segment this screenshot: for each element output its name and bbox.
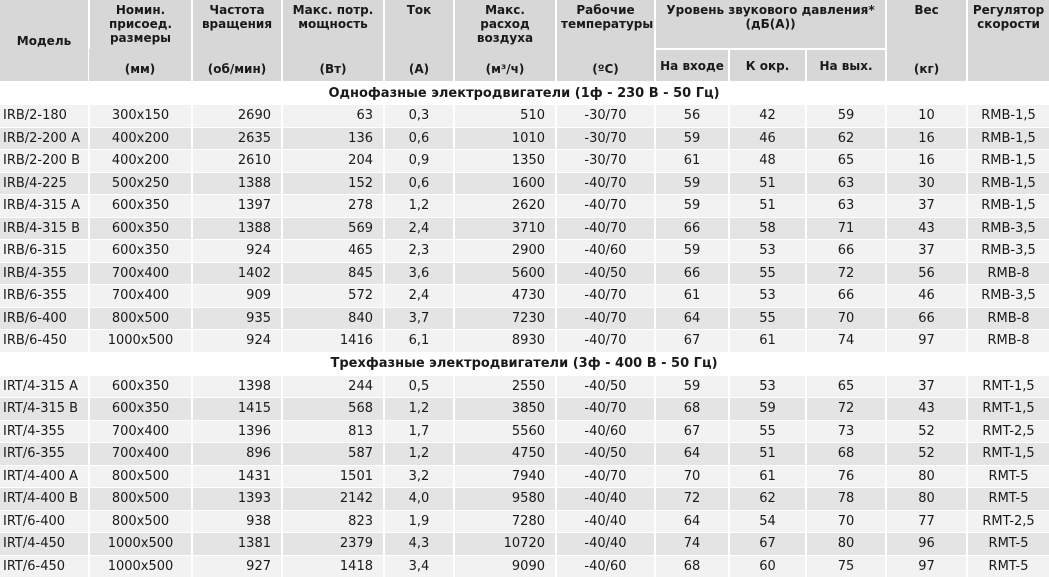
cell-sound-env: 48 [729, 150, 806, 173]
cell-size: 500x250 [89, 172, 192, 195]
cell-regulator: RMB-8 [967, 330, 1049, 353]
cell-power: 278 [282, 195, 384, 218]
cell-sound-out: 63 [806, 195, 886, 218]
cell-weight: 52 [886, 420, 967, 443]
cell-weight: 46 [886, 285, 967, 308]
cell-temp: -30/70 [556, 105, 655, 128]
cell-sound-in: 66 [655, 217, 729, 240]
table-row [0, 465, 1049, 488]
cell-sound-in: 66 [655, 262, 729, 285]
cell-model: IRB/2-200 A [0, 127, 89, 150]
cell-sound-env: 58 [729, 217, 806, 240]
table-body [0, 82, 1049, 577]
cell-sound-in: 59 [655, 172, 729, 195]
col-speed-unit: (об/мин) [192, 49, 282, 82]
cell-model: IRT/4-315 B [0, 398, 89, 421]
cell-power: 572 [282, 285, 384, 308]
table-row [0, 488, 1049, 511]
cell-temp: -40/70 [556, 195, 655, 218]
col-size-unit: (мм) [89, 49, 192, 82]
cell-size: 400x200 [89, 127, 192, 150]
cell-sound-env: 61 [729, 465, 806, 488]
cell-power: 840 [282, 307, 384, 330]
cell-size: 300x150 [89, 105, 192, 128]
cell-sound-in: 72 [655, 488, 729, 511]
cell-temp: -40/60 [556, 555, 655, 577]
cell-model: IRT/6-450 [0, 555, 89, 577]
cell-model: IRT/4-315 A [0, 375, 89, 398]
cell-current: 2,3 [384, 240, 454, 263]
cell-airflow: 3710 [454, 217, 556, 240]
cell-sound-env: 55 [729, 307, 806, 330]
col-sound-header: Уровень звукового давления* (дБ(А)) [655, 0, 886, 49]
cell-airflow: 10720 [454, 533, 556, 556]
cell-model: IRT/4-400 B [0, 488, 89, 511]
cell-sound-env: 67 [729, 533, 806, 556]
cell-sound-env: 61 [729, 330, 806, 353]
cell-weight: 30 [886, 172, 967, 195]
cell-size: 600x350 [89, 217, 192, 240]
cell-power: 244 [282, 375, 384, 398]
cell-model: IRB/4-355 [0, 262, 89, 285]
cell-speed: 1402 [192, 262, 282, 285]
cell-power: 152 [282, 172, 384, 195]
cell-sound-out: 71 [806, 217, 886, 240]
table-row [0, 533, 1049, 556]
cell-speed: 1396 [192, 420, 282, 443]
cell-size: 600x350 [89, 398, 192, 421]
cell-airflow: 9580 [454, 488, 556, 511]
cell-sound-out: 78 [806, 488, 886, 511]
cell-size: 1000x500 [89, 330, 192, 353]
cell-power: 823 [282, 510, 384, 533]
cell-model: IRB/2-180 [0, 105, 89, 128]
cell-power: 1416 [282, 330, 384, 353]
cell-regulator: RMT-2,5 [967, 510, 1049, 533]
table-row [0, 105, 1049, 128]
cell-sound-env: 51 [729, 195, 806, 218]
cell-temp: -40/70 [556, 285, 655, 308]
cell-weight: 96 [886, 533, 967, 556]
cell-current: 3,7 [384, 307, 454, 330]
cell-model: IRT/4-400 A [0, 465, 89, 488]
table-row [0, 443, 1049, 466]
cell-weight: 37 [886, 375, 967, 398]
cell-power: 204 [282, 150, 384, 173]
col-regulator-header: Регулятор скорости [967, 0, 1049, 82]
cell-temp: -40/70 [556, 172, 655, 195]
cell-speed: 1415 [192, 398, 282, 421]
cell-regulator: RMT-1,5 [967, 443, 1049, 466]
cell-current: 1,2 [384, 443, 454, 466]
cell-model: IRB/4-315 A [0, 195, 89, 218]
cell-airflow: 3850 [454, 398, 556, 421]
cell-sound-out: 74 [806, 330, 886, 353]
col-sound-out-header: На вых. [806, 49, 886, 82]
cell-current: 1,2 [384, 195, 454, 218]
section-header-row [0, 352, 1049, 375]
cell-power: 1418 [282, 555, 384, 577]
cell-sound-out: 65 [806, 150, 886, 173]
table-row [0, 285, 1049, 308]
cell-speed: 924 [192, 240, 282, 263]
cell-power: 587 [282, 443, 384, 466]
cell-airflow: 7280 [454, 510, 556, 533]
cell-speed: 1388 [192, 172, 282, 195]
cell-speed: 1397 [192, 195, 282, 218]
cell-sound-out: 72 [806, 262, 886, 285]
col-power-header: Макс. потр. мощность [282, 0, 384, 49]
cell-speed: 2610 [192, 150, 282, 173]
cell-sound-in: 61 [655, 285, 729, 308]
cell-model: IRB/4-225 [0, 172, 89, 195]
cell-size: 700x400 [89, 262, 192, 285]
cell-temp: -40/40 [556, 510, 655, 533]
cell-airflow: 7230 [454, 307, 556, 330]
col-size-header: Номин. присоед. размеры [89, 0, 192, 49]
cell-current: 0,9 [384, 150, 454, 173]
cell-airflow: 1010 [454, 127, 556, 150]
cell-speed: 935 [192, 307, 282, 330]
cell-current: 0,5 [384, 375, 454, 398]
cell-airflow: 8930 [454, 330, 556, 353]
col-model-header: Модель [0, 0, 89, 82]
cell-temp: -40/70 [556, 307, 655, 330]
table-row [0, 262, 1049, 285]
cell-weight: 77 [886, 510, 967, 533]
cell-regulator: RMT-1,5 [967, 398, 1049, 421]
cell-airflow: 2550 [454, 375, 556, 398]
cell-weight: 16 [886, 150, 967, 173]
cell-weight: 43 [886, 217, 967, 240]
cell-airflow: 5560 [454, 420, 556, 443]
cell-current: 6,1 [384, 330, 454, 353]
cell-sound-env: 51 [729, 172, 806, 195]
col-sound-in-header: На входе [655, 49, 729, 82]
cell-sound-in: 59 [655, 375, 729, 398]
cell-weight: 97 [886, 330, 967, 353]
cell-sound-out: 70 [806, 510, 886, 533]
cell-current: 1,9 [384, 510, 454, 533]
cell-airflow: 7940 [454, 465, 556, 488]
cell-weight: 43 [886, 398, 967, 421]
cell-temp: -40/70 [556, 398, 655, 421]
cell-sound-env: 55 [729, 420, 806, 443]
cell-sound-out: 62 [806, 127, 886, 150]
cell-weight: 97 [886, 555, 967, 577]
cell-power: 2142 [282, 488, 384, 511]
cell-size: 600x350 [89, 375, 192, 398]
cell-airflow: 9090 [454, 555, 556, 577]
cell-model: IRB/2-200 B [0, 150, 89, 173]
cell-regulator: RMB-1,5 [967, 105, 1049, 128]
table-row [0, 172, 1049, 195]
table-row [0, 195, 1049, 218]
col-weight-unit: (кг) [886, 49, 967, 82]
cell-regulator: RMT-5 [967, 555, 1049, 577]
cell-temp: -40/40 [556, 488, 655, 511]
cell-sound-in: 64 [655, 510, 729, 533]
cell-regulator: RMT-5 [967, 533, 1049, 556]
col-temp-header: Рабочие температуры [556, 0, 655, 49]
cell-size: 1000x500 [89, 533, 192, 556]
cell-size: 700x400 [89, 443, 192, 466]
cell-model: IRB/6-400 [0, 307, 89, 330]
cell-sound-out: 66 [806, 240, 886, 263]
cell-model: IRB/6-450 [0, 330, 89, 353]
table-row [0, 510, 1049, 533]
col-airflow-unit: (м³/ч) [454, 49, 556, 82]
cell-regulator: RMB-1,5 [967, 150, 1049, 173]
col-weight-header: Вес [886, 0, 967, 49]
cell-size: 600x350 [89, 240, 192, 263]
cell-speed: 1398 [192, 375, 282, 398]
cell-sound-out: 80 [806, 533, 886, 556]
cell-weight: 80 [886, 465, 967, 488]
cell-current: 2,4 [384, 217, 454, 240]
cell-current: 0,3 [384, 105, 454, 128]
cell-current: 0,6 [384, 127, 454, 150]
cell-sound-in: 64 [655, 307, 729, 330]
cell-current: 1,2 [384, 398, 454, 421]
cell-power: 845 [282, 262, 384, 285]
table-row [0, 398, 1049, 421]
cell-regulator: RMB-1,5 [967, 172, 1049, 195]
cell-speed: 896 [192, 443, 282, 466]
cell-sound-in: 67 [655, 330, 729, 353]
cell-current: 0,6 [384, 172, 454, 195]
col-temp-unit: (ºC) [556, 49, 655, 82]
cell-size: 800x500 [89, 510, 192, 533]
cell-model: IRT/4-450 [0, 533, 89, 556]
table-row [0, 330, 1049, 353]
cell-weight: 37 [886, 195, 967, 218]
cell-power: 2379 [282, 533, 384, 556]
cell-power: 569 [282, 217, 384, 240]
cell-sound-out: 68 [806, 443, 886, 466]
cell-sound-out: 65 [806, 375, 886, 398]
cell-sound-env: 53 [729, 240, 806, 263]
section-title: Трехфазные электродвигатели (3ф - 400 В - 50 Гц) [0, 352, 1049, 375]
cell-sound-out: 72 [806, 398, 886, 421]
cell-weight: 16 [886, 127, 967, 150]
section-title: Однофазные электродвигатели (1ф - 230 В - 50 Гц) [0, 82, 1049, 105]
cell-sound-env: 53 [729, 285, 806, 308]
cell-sound-env: 59 [729, 398, 806, 421]
cell-speed: 924 [192, 330, 282, 353]
cell-speed: 1431 [192, 465, 282, 488]
cell-sound-env: 62 [729, 488, 806, 511]
cell-airflow: 5600 [454, 262, 556, 285]
cell-power: 813 [282, 420, 384, 443]
cell-current: 4,0 [384, 488, 454, 511]
col-airflow-header: Макс. расход воздуха [454, 0, 556, 49]
cell-sound-in: 59 [655, 195, 729, 218]
cell-size: 800x500 [89, 307, 192, 330]
table-row [0, 375, 1049, 398]
cell-regulator: RMT-5 [967, 488, 1049, 511]
cell-airflow: 4750 [454, 443, 556, 466]
cell-sound-in: 74 [655, 533, 729, 556]
cell-current: 3,4 [384, 555, 454, 577]
cell-speed: 2690 [192, 105, 282, 128]
table-row [0, 150, 1049, 173]
cell-sound-out: 59 [806, 105, 886, 128]
cell-sound-in: 67 [655, 420, 729, 443]
cell-sound-in: 70 [655, 465, 729, 488]
cell-sound-env: 46 [729, 127, 806, 150]
cell-model: IRB/6-315 [0, 240, 89, 263]
cell-size: 800x500 [89, 465, 192, 488]
cell-speed: 909 [192, 285, 282, 308]
cell-airflow: 2620 [454, 195, 556, 218]
cell-sound-out: 63 [806, 172, 886, 195]
cell-sound-env: 51 [729, 443, 806, 466]
cell-regulator: RMT-5 [967, 465, 1049, 488]
cell-sound-in: 56 [655, 105, 729, 128]
cell-temp: -30/70 [556, 150, 655, 173]
cell-airflow: 510 [454, 105, 556, 128]
cell-temp: -40/60 [556, 420, 655, 443]
cell-sound-in: 64 [655, 443, 729, 466]
col-sound-env-header: К окр. [729, 49, 806, 82]
cell-regulator: RMB-8 [967, 307, 1049, 330]
table-row [0, 240, 1049, 263]
cell-sound-in: 68 [655, 398, 729, 421]
col-speed-header: Частота вращения [192, 0, 282, 49]
cell-temp: -40/70 [556, 330, 655, 353]
cell-sound-in: 68 [655, 555, 729, 577]
cell-regulator: RMB-3,5 [967, 217, 1049, 240]
cell-power: 136 [282, 127, 384, 150]
cell-size: 800x500 [89, 488, 192, 511]
cell-model: IRT/4-355 [0, 420, 89, 443]
cell-regulator: RMT-2,5 [967, 420, 1049, 443]
cell-regulator: RMB-8 [967, 262, 1049, 285]
table-row [0, 555, 1049, 577]
cell-weight: 10 [886, 105, 967, 128]
cell-power: 1501 [282, 465, 384, 488]
cell-sound-env: 54 [729, 510, 806, 533]
cell-size: 700x400 [89, 285, 192, 308]
cell-airflow: 1350 [454, 150, 556, 173]
cell-model: IRT/6-400 [0, 510, 89, 533]
cell-speed: 1388 [192, 217, 282, 240]
cell-power: 465 [282, 240, 384, 263]
cell-sound-env: 55 [729, 262, 806, 285]
cell-speed: 1393 [192, 488, 282, 511]
cell-model: IRT/6-355 [0, 443, 89, 466]
cell-regulator: RMB-3,5 [967, 285, 1049, 308]
cell-temp: -40/50 [556, 443, 655, 466]
cell-sound-in: 59 [655, 127, 729, 150]
cell-weight: 52 [886, 443, 967, 466]
cell-speed: 1381 [192, 533, 282, 556]
cell-current: 2,4 [384, 285, 454, 308]
cell-current: 3,2 [384, 465, 454, 488]
table-row [0, 217, 1049, 240]
cell-size: 700x400 [89, 420, 192, 443]
col-power-unit: (Вт) [282, 49, 384, 82]
cell-sound-env: 42 [729, 105, 806, 128]
cell-temp: -30/70 [556, 127, 655, 150]
cell-airflow: 2900 [454, 240, 556, 263]
cell-weight: 80 [886, 488, 967, 511]
section-header-row [0, 82, 1049, 105]
cell-speed: 938 [192, 510, 282, 533]
cell-sound-in: 59 [655, 240, 729, 263]
cell-model: IRB/6-355 [0, 285, 89, 308]
cell-current: 4,3 [384, 533, 454, 556]
table-row [0, 420, 1049, 443]
cell-size: 1000x500 [89, 555, 192, 577]
cell-temp: -40/50 [556, 375, 655, 398]
cell-speed: 2635 [192, 127, 282, 150]
cell-sound-out: 75 [806, 555, 886, 577]
table-header [0, 0, 1049, 82]
cell-temp: -40/60 [556, 240, 655, 263]
table-row [0, 307, 1049, 330]
cell-regulator: RMB-1,5 [967, 195, 1049, 218]
cell-current: 1,7 [384, 420, 454, 443]
cell-temp: -40/70 [556, 217, 655, 240]
cell-sound-out: 70 [806, 307, 886, 330]
cell-weight: 56 [886, 262, 967, 285]
cell-size: 600x350 [89, 195, 192, 218]
cell-temp: -40/50 [556, 262, 655, 285]
cell-sound-env: 60 [729, 555, 806, 577]
cell-sound-env: 53 [729, 375, 806, 398]
cell-sound-out: 76 [806, 465, 886, 488]
cell-model: IRB/4-315 B [0, 217, 89, 240]
cell-sound-out: 73 [806, 420, 886, 443]
col-current-header: Ток [384, 0, 454, 49]
cell-regulator: RMT-1,5 [967, 375, 1049, 398]
cell-airflow: 1600 [454, 172, 556, 195]
table-row [0, 127, 1049, 150]
cell-regulator: RMB-3,5 [967, 240, 1049, 263]
cell-size: 400x200 [89, 150, 192, 173]
cell-airflow: 4730 [454, 285, 556, 308]
cell-current: 3,6 [384, 262, 454, 285]
cell-speed: 927 [192, 555, 282, 577]
cell-temp: -40/70 [556, 465, 655, 488]
cell-weight: 66 [886, 307, 967, 330]
cell-temp: -40/40 [556, 533, 655, 556]
cell-weight: 37 [886, 240, 967, 263]
cell-sound-in: 61 [655, 150, 729, 173]
col-current-unit: (А) [384, 49, 454, 82]
cell-power: 63 [282, 105, 384, 128]
cell-regulator: RMB-1,5 [967, 127, 1049, 150]
cell-power: 568 [282, 398, 384, 421]
cell-sound-out: 66 [806, 285, 886, 308]
